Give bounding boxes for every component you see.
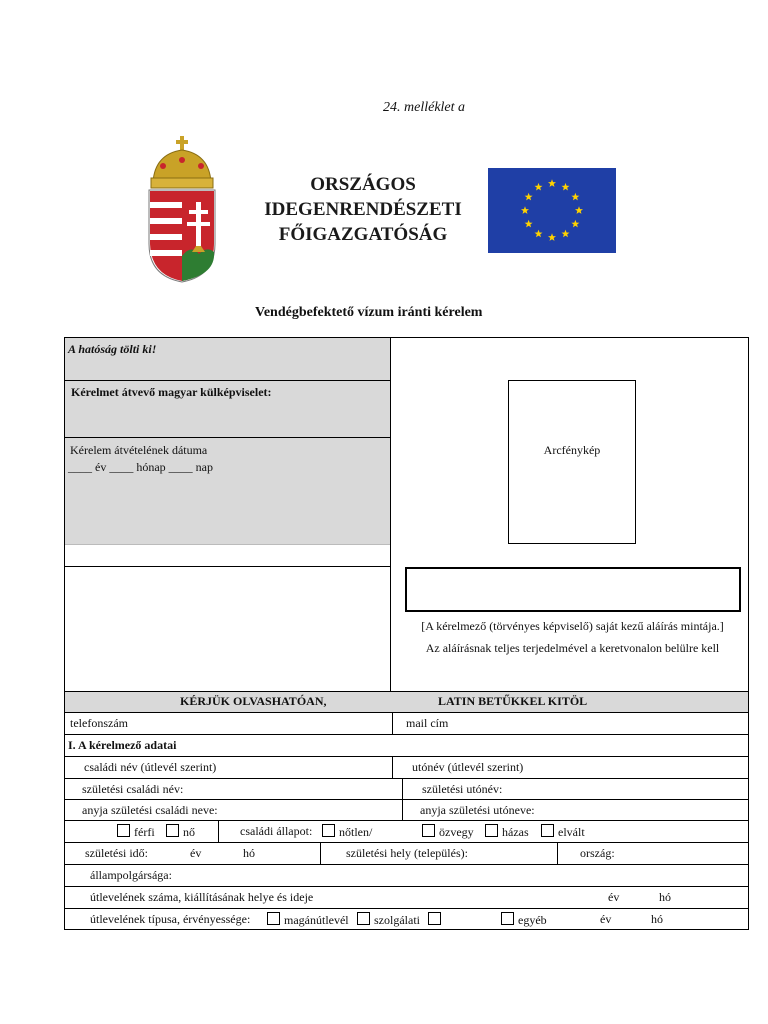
single-label: nőtlen/ (339, 825, 373, 839)
agency-line-3: FŐIGAZGATÓSÁG (278, 224, 448, 245)
form-title: Vendégbefektető vízum iránti kérelem (255, 305, 483, 320)
checkbox-icon[interactable] (322, 824, 335, 837)
passport-month-label: hó (659, 890, 671, 904)
checkbox-icon[interactable] (166, 824, 179, 837)
married-label: házas (502, 825, 529, 839)
received-date-label: Kérelem átvételének dátuma (70, 443, 208, 457)
divider (65, 756, 748, 757)
birth-family-name-field[interactable]: születési családi név: (82, 782, 184, 796)
agency-line-1: ORSZÁGOS (310, 174, 416, 195)
divider (65, 778, 748, 779)
photo-label: Arcfénykép (543, 443, 601, 457)
marital-widowed-option[interactable] (422, 824, 474, 840)
divider (65, 734, 748, 735)
mother-given-name-field[interactable]: anyja születési utóneve: (420, 803, 535, 817)
marital-single-option[interactable] (322, 824, 372, 840)
banner-right: LATIN BETŰKKEL KITÖL (438, 694, 588, 708)
received-date-blanks[interactable]: ____ év ____ hónap ____ nap (68, 460, 213, 474)
birth-month-label: hó (243, 846, 255, 860)
checkbox-icon[interactable] (428, 912, 441, 925)
divider (557, 842, 558, 864)
phone-field[interactable]: telefonszám (70, 716, 128, 730)
family-name-field[interactable]: családi név (útlevél szerint) (84, 760, 217, 774)
checkbox-icon[interactable] (541, 824, 554, 837)
hungarian-coat-of-arms-icon (143, 136, 223, 284)
divider (65, 544, 390, 545)
official-use-block (65, 338, 390, 544)
divider (65, 437, 390, 438)
passport-year-label: év (608, 890, 620, 904)
agency-line-2: IDEGENRENDÉSZETI (264, 199, 462, 220)
passport-other-option[interactable] (501, 912, 547, 928)
birth-given-name-field[interactable]: születési utónév: (422, 782, 503, 796)
section-1-title: I. A kérelmező adatai (68, 738, 177, 752)
checkbox-icon[interactable] (485, 824, 498, 837)
service-label: szolgálati (374, 913, 420, 927)
email-field[interactable]: mail cím (406, 716, 449, 730)
divider (65, 842, 748, 843)
divider (402, 778, 403, 820)
divider (65, 908, 748, 909)
checkbox-icon[interactable] (422, 824, 435, 837)
divider (65, 886, 748, 887)
private-passport-label: magánútlevél (284, 913, 349, 927)
consulate-label: Kérelmet átvevő magyar külképviselet: (71, 385, 272, 399)
divider (392, 756, 393, 778)
birth-date-field[interactable]: születési idő: (85, 846, 148, 860)
agency-name (250, 172, 476, 247)
signature-note (400, 615, 745, 659)
passport-number-field[interactable]: útlevelének száma, kiállításának helye és ideje (90, 890, 314, 904)
checkbox-icon[interactable] (267, 912, 280, 925)
sex-female-option[interactable] (166, 824, 195, 840)
instruction-banner (65, 691, 748, 712)
divorced-label: elvált (558, 825, 585, 839)
eu-flag-icon (488, 168, 616, 253)
divider (320, 842, 321, 864)
divider (65, 712, 748, 713)
birth-year-label: év (190, 846, 202, 860)
divider (65, 820, 748, 821)
given-name-field[interactable]: utónév (útlevél szerint) (412, 760, 524, 774)
divider (65, 691, 748, 692)
male-label: férfi (134, 825, 155, 839)
signature-note-line-1: [A kérelmező (törvényes képviselő) saját kezű aláírás mintája.] (421, 619, 724, 633)
divider (392, 712, 393, 734)
validity-year-label: év (600, 912, 612, 926)
passport-service-option[interactable] (357, 912, 420, 928)
passport-private-option[interactable] (267, 912, 349, 928)
sex-male-option[interactable] (117, 824, 155, 840)
divider (65, 566, 390, 567)
validity-month-label: hó (651, 912, 663, 926)
other-label: egyéb (518, 913, 547, 927)
photo-box[interactable] (508, 380, 636, 544)
checkbox-icon[interactable] (117, 824, 130, 837)
marital-status-label: családi állapot: (240, 824, 313, 838)
divider (65, 380, 390, 381)
mother-family-name-field[interactable]: anyja születési családi neve: (82, 803, 218, 817)
checkbox-icon[interactable] (357, 912, 370, 925)
divider (65, 864, 748, 865)
authority-fills-label: A hatóság tölti ki! (68, 342, 157, 356)
signature-note-line-2: Az aláírásnak teljes terjedelmével a keretvonalon belülre kell (425, 641, 720, 655)
annex-label: 24. melléklet a (383, 100, 466, 115)
divider (65, 799, 748, 800)
female-label: nő (183, 825, 195, 839)
banner-left: KÉRJÜK OLVASHATÓAN, (180, 694, 327, 708)
passport-type-label: útlevelének típusa, érvényessége: (90, 912, 251, 926)
signature-box[interactable] (405, 567, 741, 612)
citizenship-field[interactable]: állampolgársága: (90, 868, 172, 882)
widowed-label: özvegy (439, 825, 474, 839)
marital-married-option[interactable] (485, 824, 529, 840)
birth-place-field[interactable]: születési hely (település): (346, 846, 468, 860)
marital-divorced-option[interactable] (541, 824, 585, 840)
birth-country-field[interactable]: ország: (580, 846, 615, 860)
divider (218, 820, 219, 842)
passport-extra-checkbox[interactable] (428, 912, 445, 928)
checkbox-icon[interactable] (501, 912, 514, 925)
divider (390, 338, 391, 691)
